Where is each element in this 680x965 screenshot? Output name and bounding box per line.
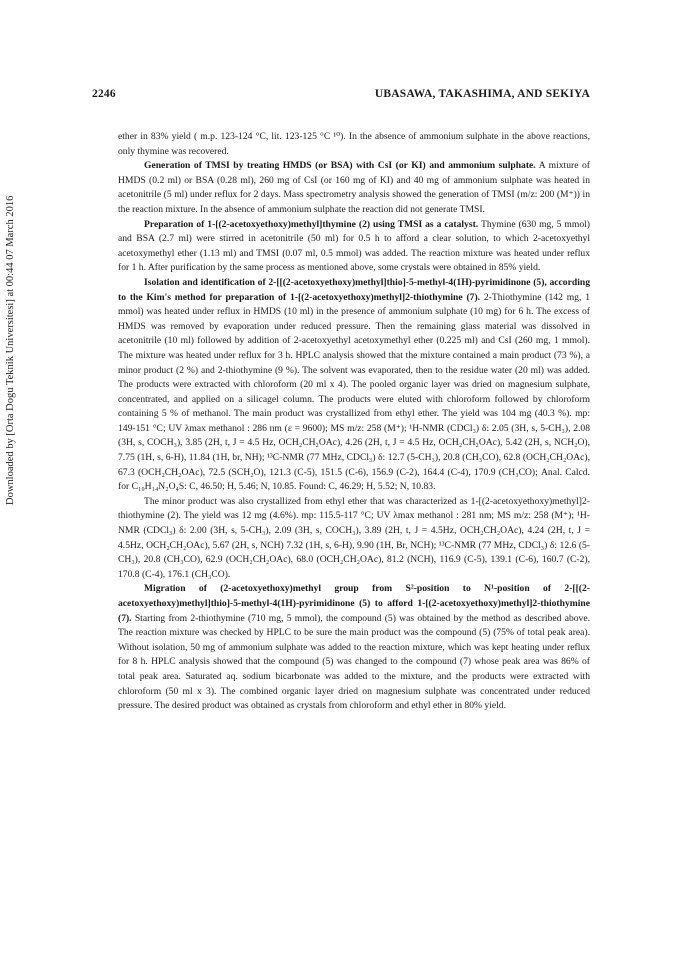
paragraph-text: Thymine (630 mg, 5 mmol) and BSA (2.7 ml) were stirred in acetonitrile (50 ml) for 0.5 h to afford a clear solution, to which 2-acetoxyethyl acetoxymethyl ether (1.13 ml) and TMSI (0.07 ml, 0.5 mmol) was added. The reaction mixture was heated under reflux for 1 h. After purification by the same process as mentioned above, some crystals were obtained in 85% yield. [118,218,591,274]
paragraph-continuation [118,130,590,159]
body-text [118,130,590,714]
running-head: UBASAWA, TAKASHIMA, AND SEKIYA [374,88,590,100]
paragraph-text: A mixture of HMDS (0.2 ml) or BSA (0.28 ml), 260 mg of CsI (or 160 mg of KI) and 40 mg of ammonium sulphate was heated in acetonitrile (5 ml) under reflux for 2 days. Mass spectrometry analysis showed the generation of TMSI (m/z: 200 (M⁺)) in the reaction mixture. In the absence of ammonium sulphate the reaction did not generate TMSI. [118,160,590,215]
section-heading: Migration of (2-acetoxyethoxy)methyl group from S²-position to N¹-position of 2-[[(2-acetoxyethoxy)methyl]thio]-5-methyl-4(1H)-pyrimidinone (5) to afford 1-[(2-acetoxyethoxy)methyl]2-thiothymine (7). [118,583,590,624]
section-heading: Preparation of 1-[(2-acetoxyethoxy)methyl]thymine (2) using TMSI as a catalyst. [144,218,479,230]
paragraph-isolation [118,276,590,495]
section-heading: Generation of TMSI by treating HMDS (or BSA) with CsI (or KI) and ammonium sulphate. [144,160,536,172]
page-number: 2246 [92,88,116,100]
paragraph-tmsi-generation [118,159,590,217]
paragraph-minor-product [118,495,590,583]
paragraph-text: 2-Thiothymine (142 mg, 1 mmol) was heated under reflux in HMDS (10 ml) in the presence of ammonium sulphate (10 mg) for 6 h. The excess of HMDS was removed by evaporation under reduced pressure. Then the remaining glass material was dissolved in acetonitrile (10 ml) followed by addition of 2-acetoxyethyl acetoxymethyl ether (0.225 ml) and CsI (260 mg, 1 mmol). The mixture was heated under reflux for 3 h. HPLC analysis showed that the mixture contained a main product (73 %), a minor product (2 %) and 2-thiothymine (9 %). The solvent was evaporated, then to the residue water (20 ml) was added. The products were extracted with chloroform (20 ml x 4). The pooled organic layer was dried on magnesium sulphate, concentrated, and applied on a silicagel column. The products were eluted with chloroform followed by chloroform containing 5 % of methanol. The main product was crystallized from ethyl ether. The yield was 104 mg (40.3 %). mp: 149-151 °C; UV λmax methanol : 286 nm (ε = 9600); MS m/z: 258 (M⁺); ¹H-NMR (CDCl₃) δ: 2.05 (3H, s, 5-CH₃), 2.08 (3H, s, COCH₃), 3.85 (2H, t, J = 4.5 Hz, OCH₂CH₂OAc), 4.26 (2H, t, J = 4.5 Hz, OCH₂CH₂OAc), 5.42 (2H, s, NCH₂O), 7.75 (1H, s, 6-H), 11.84 (1H, br, NH); ¹³C-NMR (77 MHz, CDCl₃) δ: 12.7 (5-CH₃), 20.8 (CH₃CO), 62.8 (OCH₂CH₂OAc), 67.3 (OCH₂CH₂OAc), 72.5 (SCH₂O), 121.3 (C-5), 151.5 (C-6), 156.9 (C-2), 164.4 (C-4), 170.9 (CH₃CO); Anal. Calcd. for C₁₀H₁₄N₂O₄S: C, 46.50; H, 5.46; N, 10.85. Found: C, 46.29; H, 5.52; N, 10.83. [118,291,590,493]
download-stamp: Downloaded by [Orta Dogu Teknik Universitesi] at 00:44 07 March 2016 [5,195,16,505]
paragraph-text: The minor product was also crystallized from ethyl ether that was characterized as 1-[(2-acetoxyethoxy)methyl]2-thiothymine (2). The yield was 12 mg (4.6%). mp: 115.5-117 °C; UV λmax methanol : 281 nm; MS m/z: 258 (M⁺); ¹H-NMR (CDCl₃) δ: 2.00 (3H, s, 5-CH₃), 2.09 (3H, s, COCH₃), 3.89 (2H, t, J = 4.5Hz, OCH₂CH₂OAc), 4.24 (2H, t, J = 4.5Hz, OCH₂CH₂OAc), 5.67 (2H, s, NCH) 7.32 (1H, s, 6-H), 9.90 (1H, Br, NCH); ¹³C-NMR (77 MHz, CDCl₃) δ: 12.6 (5-CH₃), 20.8 (CH₃CO), 62.9 (OCH₂CH₂OAc), 68.0 (OCH₂CH₂OAc), 81.2 (NCH), 116.9 (C-5), 139.1 (C-6), 160.7 (C-2), 170.8 (C-4), 176.1 (CH₃CO). [118,495,590,580]
paragraph-migration [118,582,590,713]
section-heading: Isolation and identification of 2-[[(2-acetoxyethoxy)methyl]thio]-5-methyl-4(1H)-pyrimidinone (5), according to the Kim's method for preparation of 1-[(2-acetoxyethoxy)methyl]2-thiothymine (7). [118,276,590,303]
paragraph-text: ether in 83% yield ( m.p. 123-124 °C, lit. 123-125 °C ¹⁰). In the absence of ammonium sulphate in the above reactions, only thymine was recovered. [118,131,590,157]
paragraph-text: Starting from 2-thiothymine (710 mg, 5 mmol), the compound (5) was obtained by the method as described above. The reaction mixture was checked by HPLC to be sure the main product was the compound (5) (75% of total peak area). Without isolation, 50 mg of ammonium sulphate was added to the reaction mixture, which was kept heating under reflux for 8 h. HPLC analysis showed that the compound (5) was changed to the compound (7) whose peak area was 86% of total peak area. Saturated aq. sodium bicarbonate was added to the mixture, and the products were extracted with chloroform (50 ml x 3). The combined organic layer dried on magnesium sulphate was concentrated under reduced pressure. The desired product was obtained as crystals from chloroform and ethyl ether in 80% yield. [118,612,590,712]
paragraph-preparation [118,218,590,276]
